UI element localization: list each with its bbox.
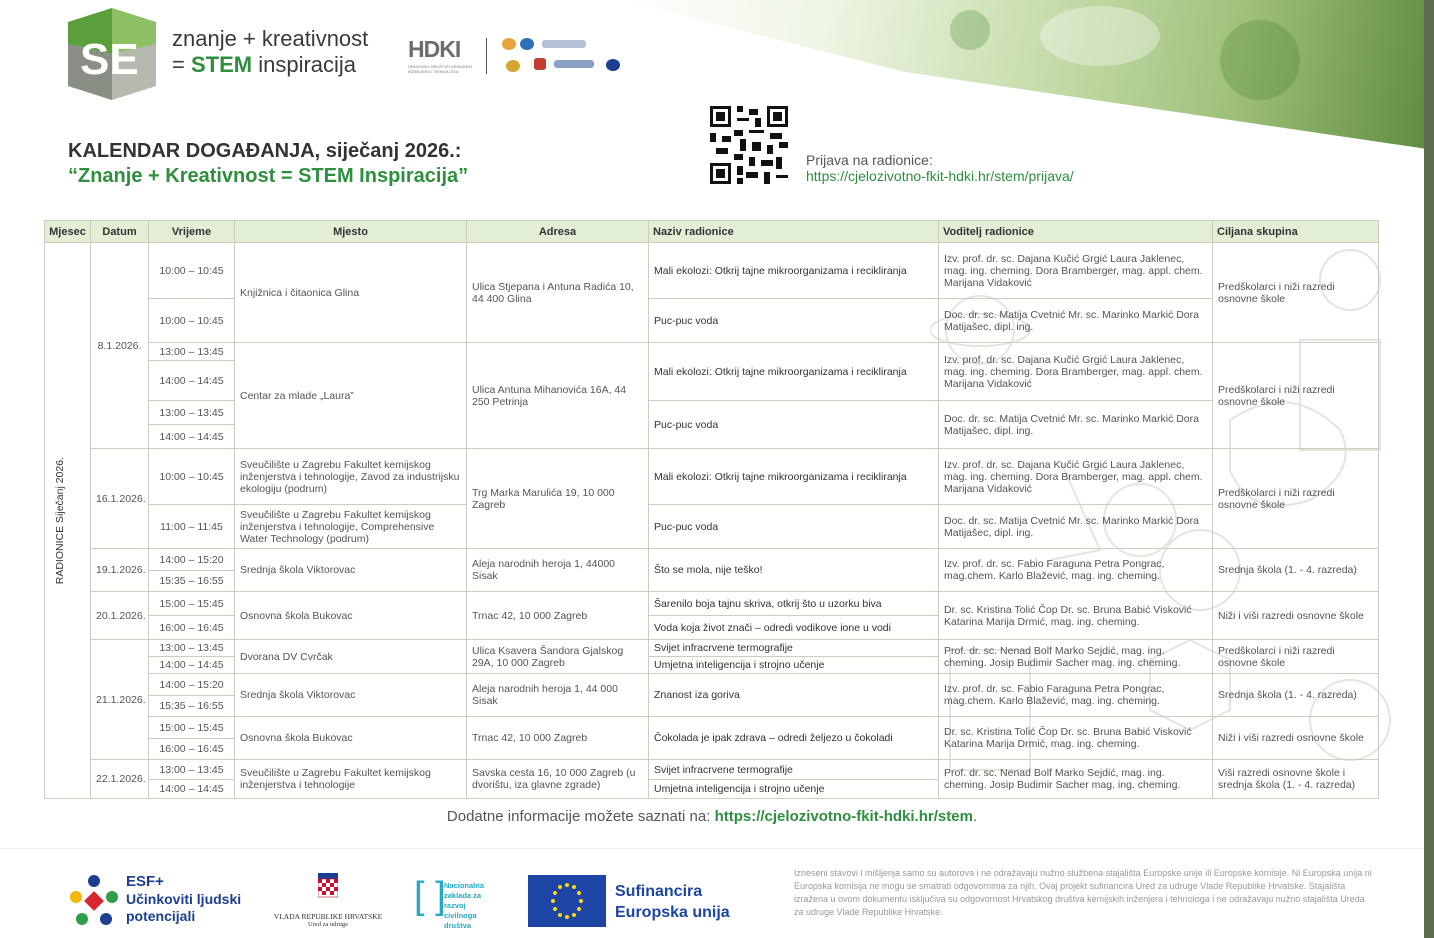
partner-logo-icon bbox=[520, 38, 534, 50]
partner-logos bbox=[502, 36, 626, 80]
logo-tagline-2 bbox=[172, 52, 356, 78]
date-cell: 19.1.2026. bbox=[91, 549, 149, 592]
bracket-icon: [ ] bbox=[414, 875, 446, 917]
hdki-mark: HDKI bbox=[408, 36, 461, 62]
logo-stem-word: STEM bbox=[190, 52, 253, 77]
time-cell: 13:00 – 13:45 bbox=[149, 760, 235, 780]
workshop-cell: Puc-puc voda bbox=[649, 299, 939, 343]
table-row bbox=[45, 449, 1379, 505]
more-info-end: . bbox=[972, 808, 978, 825]
time-cell: 11:00 – 11:45 bbox=[149, 505, 235, 549]
time-cell: 10:00 – 10:45 bbox=[149, 243, 235, 299]
col-header-vrijeme: Vrijeme bbox=[149, 221, 235, 243]
time-cell: 14:00 – 14:45 bbox=[149, 780, 235, 799]
partner-logo-icon bbox=[542, 40, 586, 48]
workshop-cell: Što se mola, nije teško! bbox=[649, 549, 939, 592]
table-header-row bbox=[45, 221, 1379, 243]
time-cell: 14:00 – 14:45 bbox=[149, 361, 235, 401]
group-cell: Predškolarci i niži razredi osnovne škole bbox=[1213, 640, 1379, 674]
leader-cell: Dr. sc. Kristina Tolić Čop Dr. sc. Bruna Babić Visković Katarina Marija Drmić, mag. ing. cheming. bbox=[939, 717, 1213, 760]
group-cell: Predškolarci i niži razredi osnovne škole bbox=[1213, 343, 1379, 449]
address-cell: Trnac 42, 10 000 Zagreb bbox=[467, 717, 649, 760]
date-cell: 21.1.2026. bbox=[91, 640, 149, 760]
logo-tagline-1: znanje + kreativnost bbox=[172, 26, 369, 51]
table-row bbox=[45, 592, 1379, 616]
leader-cell: Izv. prof. dr. sc. Dajana Kučić Grgić Laura Jaklenec, mag. ing. cheming. Dora Bramberger, mag. appl. chem. Marijana Vidaković bbox=[939, 343, 1213, 401]
group-cell: Niži i viši razredi osnovne škole bbox=[1213, 717, 1379, 760]
place-cell: Knjižnica i čitaonica Glina bbox=[235, 243, 467, 343]
time-cell: 15:00 – 15:45 bbox=[149, 717, 235, 739]
workshop-cell: Voda koja život znači – odredi vodikove ione u vodi bbox=[649, 616, 939, 640]
time-cell: 15:35 – 16:55 bbox=[149, 696, 235, 717]
place-cell: Centar za mlade „Laura” bbox=[235, 343, 467, 449]
table-row bbox=[45, 505, 1379, 549]
more-info-link[interactable]: https://cjelozivotno-fkit-hdki.hr/stem bbox=[714, 808, 973, 825]
leader-cell: Izv. prof. dr. sc. Dajana Kučić Grgić Laura Jaklenec, mag. ing. cheming. Dora Bramberger, mag. appl. chem. Marijana Vidaković bbox=[939, 243, 1213, 299]
leader-cell: Prof. dr. sc. Nenad Bolf Marko Sejdić, mag. ing. cheming. Josip Budimir Sacher mag. ing. cheming. bbox=[939, 760, 1213, 799]
time-cell: 13:00 – 13:45 bbox=[149, 640, 235, 657]
stem-logo-icon bbox=[64, 4, 164, 104]
leader-cell: Izv. prof. dr. sc. Fabio Faraguna Petra Pongrac, mag.chem. Karlo Blažević, mag. ing. cheming. bbox=[939, 674, 1213, 717]
workshop-cell: Puc-puc voda bbox=[649, 505, 939, 549]
government-logo bbox=[272, 873, 384, 928]
time-cell: 14:00 – 14:45 bbox=[149, 657, 235, 674]
time-cell: 10:00 – 10:45 bbox=[149, 299, 235, 343]
time-cell: 15:35 – 16:55 bbox=[149, 571, 235, 592]
time-cell: 16:00 – 16:45 bbox=[149, 739, 235, 760]
government-office: Ured za udruge bbox=[307, 921, 349, 928]
group-cell: Srednja škola (1. - 4. razreda) bbox=[1213, 549, 1379, 592]
group-cell: Predškolarci i niži razredi osnovne škole bbox=[1213, 449, 1379, 549]
header-divider bbox=[486, 38, 487, 74]
esf-star-icon bbox=[68, 873, 120, 929]
nzr-logo bbox=[414, 875, 504, 931]
workshop-cell: Znanost iza goriva bbox=[649, 674, 939, 717]
time-cell: 15:00 – 15:45 bbox=[149, 592, 235, 616]
place-cell: Sveučilište u Zagrebu Fakultet kemijskog inženjerstva i tehnologije bbox=[235, 760, 467, 799]
group-cell: Viši razredi osnovne škole i srednja škola (1. - 4. razreda) bbox=[1213, 760, 1379, 799]
disclaimer-text: Izneseni stavovi i mišljenja samo su autorova i ne odražavaju nužno službena stajališta Europske unije ili Europske komisije. Ni Europska unija ni Europska komisija ne mogu se smatrati odgovornima za njih. Ovaj projekt sufinancira Ured za udruge Vlade Republike Hrvatske. Stajališta izražena u ovom dokumentu isključiva su odgovornost Hrvatskog društva kemijskih inženjera i tehnologa i ne odražavaju nužno stajališta Ureda za udruge Vlade Republike Hrvatske. bbox=[794, 868, 1372, 917]
table-row bbox=[45, 549, 1379, 571]
col-header-skupina: Ciljana skupina bbox=[1213, 221, 1379, 243]
partner-logo-icon bbox=[606, 59, 620, 71]
workshop-cell: Čokolada je ipak zdrava – odredi željezo u čokoladi bbox=[649, 717, 939, 760]
table-row bbox=[45, 760, 1379, 780]
date-cell: 20.1.2026. bbox=[91, 592, 149, 640]
workshop-cell: Umjetna inteligencija i strojno učenje bbox=[649, 780, 939, 799]
time-cell: 16:00 – 16:45 bbox=[149, 616, 235, 640]
col-header-adresa: Adresa bbox=[467, 221, 649, 243]
col-header-naziv: Naziv radionice bbox=[649, 221, 939, 243]
event-schedule-table bbox=[44, 220, 1379, 799]
leader-cell: Izv. prof. dr. sc. Fabio Faraguna Petra Pongrac, mag.chem. Karlo Blažević, mag. ing. cheming. bbox=[939, 549, 1213, 592]
nzr-name: Nacionalna zaklada za razvoj civilnoga društva bbox=[444, 881, 485, 930]
group-cell: Niži i viši razredi osnovne škole bbox=[1213, 592, 1379, 640]
logo-eq: = bbox=[172, 52, 191, 77]
table-row bbox=[45, 640, 1379, 657]
partner-logo-icon bbox=[506, 60, 520, 72]
table-row bbox=[45, 243, 1379, 299]
address-cell: Trnac 42, 10 000 Zagreb bbox=[467, 592, 649, 640]
logo-inspiracija: inspiracija bbox=[252, 52, 357, 77]
col-header-mjesec: Mjesec bbox=[45, 221, 91, 243]
month-cell bbox=[45, 243, 91, 799]
col-header-datum: Datum bbox=[91, 221, 149, 243]
footer bbox=[0, 848, 1424, 938]
leader-cell: Prof. dr. sc. Nenad Bolf Marko Sejdić, mag. ing. cheming. Josip Budimir Sacher mag. ing. cheming. bbox=[939, 640, 1213, 674]
time-cell: 13:00 – 13:45 bbox=[149, 401, 235, 425]
partner-logo-icon bbox=[502, 38, 516, 50]
place-cell: Dvorana DV Cvrčak bbox=[235, 640, 467, 674]
table-row bbox=[45, 343, 1379, 361]
group-cell: Srednja škola (1. - 4. razreda) bbox=[1213, 674, 1379, 717]
address-cell: Ulica Ksavera Šandora Gjalskog 29A, 10 000 Zagreb bbox=[467, 640, 649, 674]
more-info-line bbox=[0, 808, 1424, 825]
address-cell: Ulica Antuna Mihanovića 16A, 44 250 Petrinja bbox=[467, 343, 649, 449]
workshop-cell: Šarenilo boja tajnu skriva, otkrij što u uzorku biva bbox=[649, 592, 939, 616]
workshop-cell: Mali ekolozi: Otkrij tajne mikroorganizama i recikliranja bbox=[649, 449, 939, 505]
hdki-logo bbox=[408, 36, 488, 74]
eu-flag-icon bbox=[528, 875, 606, 927]
date-cell: 22.1.2026. bbox=[91, 760, 149, 799]
place-cell: Osnovna škola Bukovac bbox=[235, 592, 467, 640]
address-cell: Savska cesta 16, 10 000 Zagreb (u dvorištu, iza glavne zgrade) bbox=[467, 760, 649, 799]
workshop-cell: Umjetna inteligencija i strojno učenje bbox=[649, 657, 939, 674]
workshop-cell: Mali ekolozi: Otkrij tajne mikroorganizama i recikliranja bbox=[649, 343, 939, 401]
workshop-cell: Puc-puc voda bbox=[649, 401, 939, 449]
time-cell: 14:00 – 15:20 bbox=[149, 549, 235, 571]
month-label: RADIONICE Siječanj 2026. bbox=[53, 456, 66, 585]
workshop-cell: Svijet infracrvene termografije bbox=[649, 760, 939, 780]
esf-title: ESF+ bbox=[126, 873, 164, 890]
workshop-cell: Mali ekolozi: Otkrij tajne mikroorganizama i recikliranja bbox=[649, 243, 939, 299]
registration-link[interactable]: https://cjelozivotno-fkit-hdki.hr/stem/prijava/ bbox=[806, 168, 1074, 184]
hdki-subtitle: HRVATSKO DRUŠTVO KEMIJSKIH INŽENJERA I TEHNOLOGA bbox=[408, 64, 473, 74]
more-info-text: Dodatne informacije možete saznati na: bbox=[446, 808, 715, 825]
right-edge-bar bbox=[1424, 0, 1434, 938]
leader-cell: Dr. sc. Kristina Tolić Čop Dr. sc. Bruna Babić Visković Katarina Marija Drmić, mag. ing. cheming. bbox=[939, 592, 1213, 640]
place-cell: Srednja škola Viktorovac bbox=[235, 549, 467, 592]
place-cell: Osnovna škola Bukovac bbox=[235, 717, 467, 760]
date-cell: 8.1.2026. bbox=[91, 243, 149, 449]
address-cell: Ulica Stjepana i Antuna Radića 10, 44 400 Glina bbox=[467, 243, 649, 343]
esf-logo bbox=[68, 873, 258, 929]
leader-cell: Izv. prof. dr. sc. Dajana Kučić Grgić Laura Jaklenec, mag. ing. cheming. Dora Bramberger, mag. appl. chem. Marijana Vidaković bbox=[939, 449, 1213, 505]
address-cell: Aleja narodnih heroja 1, 44000 Sisak bbox=[467, 549, 649, 592]
government-name: VLADA REPUBLIKE HRVATSKE bbox=[273, 912, 383, 921]
svg-text:SE: SE bbox=[80, 35, 139, 84]
workshop-cell: Svijet infracrvene termografije bbox=[649, 640, 939, 657]
leader-cell: Doc. dr. sc. Matija Cvetnić Mr. sc. Marinko Markić Dora Matijašec, dipl. ing. bbox=[939, 299, 1213, 343]
leader-cell: Doc. dr. sc. Matija Cvetnić Mr. sc. Marinko Markić Dora Matijašec, dipl. ing. bbox=[939, 505, 1213, 549]
calendar-subtitle: “Znanje + Kreativnost = STEM Inspiracija” bbox=[68, 165, 469, 187]
date-cell: 16.1.2026. bbox=[91, 449, 149, 549]
table-row bbox=[45, 674, 1379, 696]
time-cell: 14:00 – 15:20 bbox=[149, 674, 235, 696]
registration-label: Prijava na radionice: bbox=[806, 152, 933, 168]
col-header-mjesto: Mjesto bbox=[235, 221, 467, 243]
calendar-title: KALENDAR DOGAĐANJA, siječanj 2026.: bbox=[68, 140, 462, 162]
esf-subtitle: Učinkoviti ljudski potencijali bbox=[126, 891, 242, 924]
time-cell: 14:00 – 14:45 bbox=[149, 425, 235, 449]
table-row bbox=[45, 717, 1379, 739]
place-cell: Sveučilište u Zagrebu Fakultet kemijskog inženjerstva i tehnologije, Zavod za industrijsku ekologiju (podrum) bbox=[235, 449, 467, 505]
col-header-voditelj: Voditelj radionice bbox=[939, 221, 1213, 243]
partner-logo-icon bbox=[534, 58, 546, 70]
time-cell: 10:00 – 10:45 bbox=[149, 449, 235, 505]
leader-cell: Doc. dr. sc. Matija Cvetnić Mr. sc. Marinko Markić Dora Matijašec, dipl. ing. bbox=[939, 401, 1213, 449]
croatian-coat-of-arms-icon bbox=[318, 873, 338, 903]
qr-code-icon[interactable] bbox=[710, 106, 788, 184]
place-cell: Sveučilište u Zagrebu Fakultet kemijskog inženjerstva i tehnologije, Comprehensive Water Technology (podrum) bbox=[235, 505, 467, 549]
address-cell: Aleja narodnih heroja 1, 44 000 Sisak bbox=[467, 674, 649, 717]
place-cell: Srednja škola Viktorovac bbox=[235, 674, 467, 717]
group-cell: Predškolarci i niži razredi osnovne škole bbox=[1213, 243, 1379, 343]
eu-cofunding-text: Sufinancira Europska unija bbox=[615, 883, 730, 921]
time-cell: 13:00 – 13:45 bbox=[149, 343, 235, 361]
address-cell: Trg Marka Marulića 19, 10 000 Zagreb bbox=[467, 449, 649, 549]
partner-logo-icon bbox=[554, 60, 594, 68]
